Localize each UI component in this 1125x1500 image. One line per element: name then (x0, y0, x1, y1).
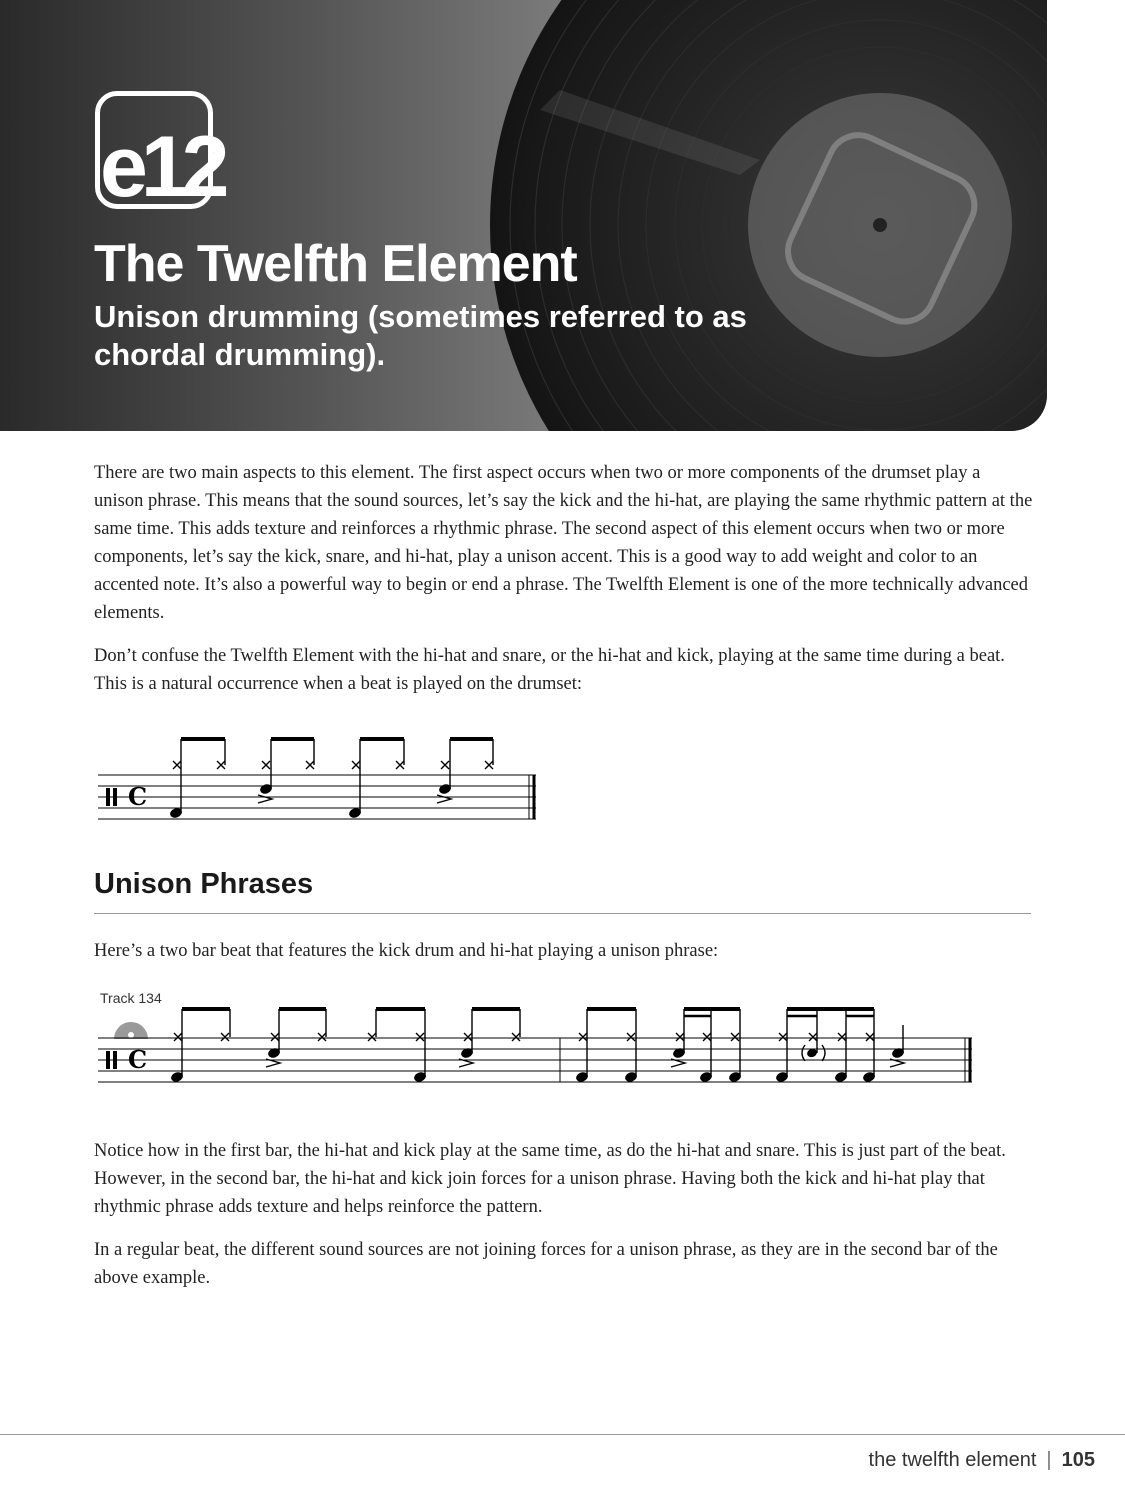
section-lead-text: Here’s a two bar beat that features the kick drum and hi-hat playing a unison phrase: (94, 941, 719, 961)
footer-separator: | (1046, 1449, 1052, 1471)
section-paragraph-1: Notice how in the first bar, the hi-hat and kick play at the same time, as do the hi-hat and snare. This is just part of the beat. However, in the second bar, the hi-hat and kick join forces for a unison phrase. Having both the kick and hi-hat play that rhythmic phrase adds texture and helps reinforce the pattern. (94, 1141, 1006, 1217)
page-number: 105 (1061, 1449, 1095, 1471)
intro-paragraph-1: There are two main aspects to this element. The first aspect occurs when two or more components of the drumset play a unison phrase. This means that the sound sources, let’s say the kick and the hi-hat, are playing the same rhythmic pattern at the same time. This adds texture and reinforces a rhythmic phrase. The second aspect of this element occurs when two or more components, let’s say the kick, snare, and hi-hat, play a unison accent. This is a good way to add weight and color to an accented note. It’s also a powerful way to begin or end a phrase. The Twelfth Element is one of the more technically advanced elements. (94, 463, 1033, 623)
drum-notation-example-2 (0, 995, 1000, 1095)
track-label: Track 134 (100, 990, 162, 1006)
svg-text:C: C (128, 1045, 148, 1074)
element-logo (95, 91, 223, 215)
intro-paragraph-2: Don’t confuse the Twelfth Element with the hi-hat and snare, or the hi-hat and kick, playing at the same time during a beat. This is a natural occurrence when a beat is played on the drumset: (94, 646, 1005, 694)
chapter-banner (0, 0, 1047, 431)
svg-text:C: C (128, 782, 148, 811)
chapter-title: The Twelfth Element (94, 235, 577, 293)
running-title: the twelfth element (868, 1449, 1037, 1471)
section-divider (94, 913, 1031, 914)
drum-notation-example-1 (0, 725, 560, 825)
section-heading: Unison Phrases (94, 868, 314, 900)
chapter-subtitle: Unison drumming (sometimes referred to as chordal drumming). (94, 299, 747, 372)
section-paragraph-2: In a regular beat, the different sound sources are not joining forces for a unison phrase, as they are in the second bar of the above example. (94, 1240, 998, 1288)
page-footer (869, 1449, 1095, 1472)
element-logo-text: e12 (100, 119, 223, 215)
audio-cd-icon (114, 1022, 148, 1039)
footer-divider (0, 1434, 1125, 1435)
